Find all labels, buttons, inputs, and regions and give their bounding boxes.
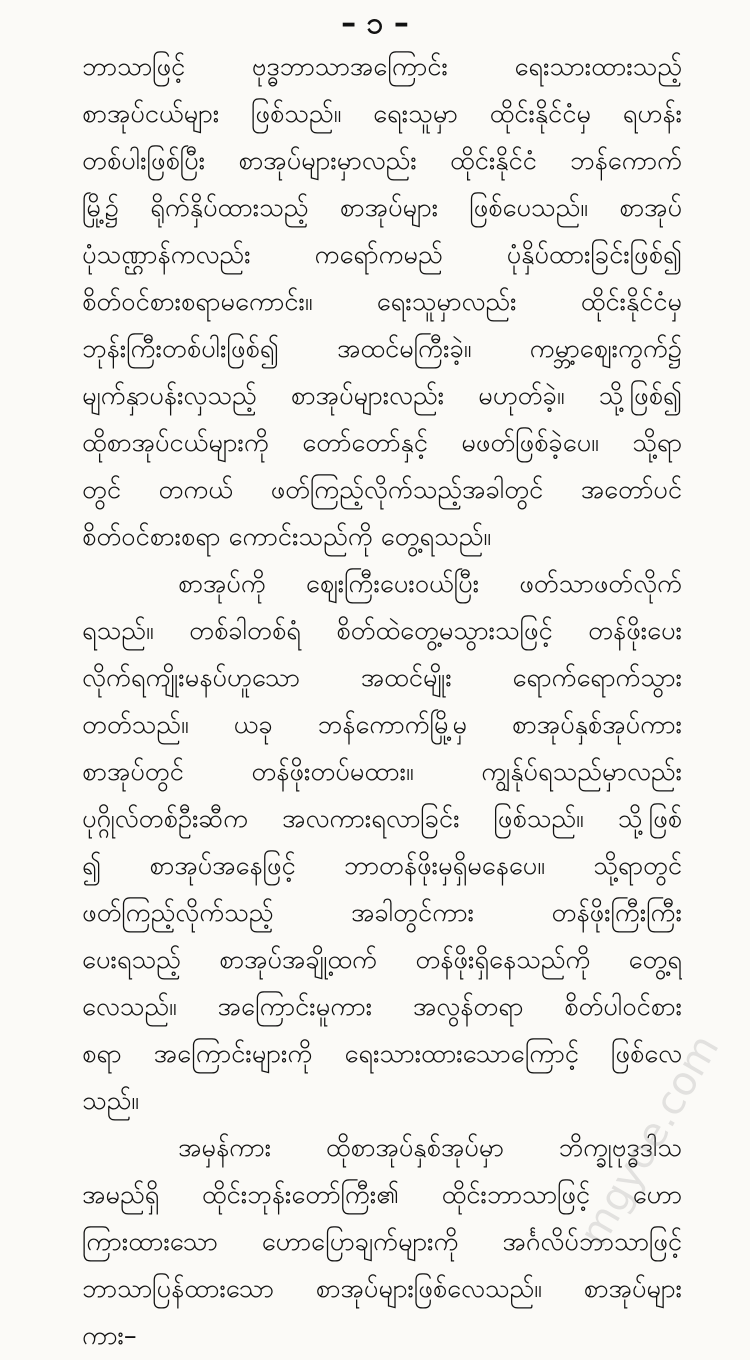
text-line: ထိုစာအုပ်ငယ်များကို တော်တော်နှင့် မဖတ်ဖြစ်ခဲ့ပေ။ သို့ရာ bbox=[82, 428, 682, 458]
text-line: စိတ်ဝင်စားစရာ ကောင်းသည်ကို တွေ့ရသည်။ bbox=[82, 522, 492, 552]
paragraph-1 bbox=[82, 44, 682, 561]
text-line: အမည်ရှိ ထိုင်းဘုန်းတော်ကြီး၏ ထိုင်းဘာသာဖြင့် ဟော bbox=[82, 1180, 682, 1210]
text-line: ၍ စာအုပ်အနေဖြင့် ဘာတန်ဖိုးမှရှိမနေပေ။ သို့ရာတွင် bbox=[82, 851, 682, 881]
text-line: သည်။ bbox=[82, 1086, 140, 1116]
page-number: – ၁ – bbox=[341, 6, 409, 41]
text-line: တွင် တကယ် ဖတ်ကြည့်လိုက်သည့်အခါတွင် အတော်ပင် bbox=[82, 475, 682, 505]
text-line: ရသည်။ တစ်ခါတစ်ရံ စိတ်ထဲတွေ့မသွားသဖြင့် တန်ဖိုးပေး bbox=[82, 616, 682, 646]
text-line: လိုက်ရကျိုးမနပ်ဟူသော အထင်မျိုး ရောက်ရောက်သွား bbox=[82, 663, 682, 693]
text-line: ကြားထားသော ဟောပြောချက်များကို အင်္ဂလိပ်ဘာသာဖြင့် bbox=[82, 1227, 682, 1257]
body-text bbox=[82, 44, 682, 1360]
text-line: ကား– bbox=[82, 1321, 137, 1351]
paragraph-2 bbox=[82, 561, 682, 1125]
text-line: အမှန်ကား ထိုစာအုပ်နှစ်အုပ်မှာ ဘိက္ခုဗုဒ္ဓဒါသ bbox=[178, 1133, 682, 1163]
text-line: ဘာသာဖြင့် ဗုဒ္ဓဘာသာအကြောင်း ရေးသားထားသည့် bbox=[82, 52, 682, 82]
text-line: မျက်နှာပန်းလှသည့် စာအုပ်များလည်း မဟုတ်ခဲ့။ သို့ဖြစ်၍ bbox=[82, 381, 682, 411]
text-line: စာအုပ်ကို ဈေးကြီးပေးဝယ်ပြီး ဖတ်သာဖတ်လိုက် bbox=[178, 569, 682, 599]
text-line: စိတ်ဝင်စားစရာမကောင်း။ ရေးသူမှာလည်း ထိုင်းနိုင်ငံမှ bbox=[82, 287, 682, 317]
text-line: ဖတ်ကြည့်လိုက်သည့် အခါတွင်ကား တန်ဖိုးကြီးကြီး bbox=[82, 898, 682, 928]
text-line: တစ်ပါးဖြစ်ပြီး စာအုပ်များမှာလည်း ထိုင်းနိုင်ငံ ဘန်ကောက် bbox=[82, 146, 682, 176]
text-line: ပုဂ္ဂိုလ်တစ်ဦးဆီက အလကားရလာခြင်း ဖြစ်သည်။ သို့ဖြစ် bbox=[82, 804, 682, 834]
text-line: စာအုပ်တွင် တန်ဖိုးတပ်မထား။ ကျွန်ုပ်ရသည်မှာလည်း bbox=[82, 757, 682, 787]
text-line: ဘာသာပြန်ထားသော စာအုပ်များဖြစ်လေသည်။ စာအုပ်များ bbox=[82, 1274, 682, 1304]
text-line: စာအုပ်ငယ်များ ဖြစ်သည်။ ရေးသူမှာ ထိုင်းနိုင်ငံမှ ရဟန်း bbox=[82, 99, 682, 129]
watermark: mgyoe.com bbox=[570, 1027, 728, 1254]
text-line: ပေးရသည့် စာအုပ်အချို့ထက် တန်ဖိုးရှိနေသည်ကို တွေ့ရ bbox=[82, 945, 682, 975]
text-line: တတ်သည်။ ယခု ဘန်ကောက်မြို့မှ စာအုပ်နှစ်အုပ်ကား bbox=[82, 710, 682, 740]
text-line: ဘုန်းကြီးတစ်ပါးဖြစ်၍ အထင်မကြီးခဲ့။ ကမ္ဘာ့ဈေးကွက်၌ bbox=[82, 334, 682, 364]
text-line: ပုံသဏ္ဌာန်ကလည်း ကရော်ကမည် ပုံနှိပ်ထားခြင်းဖြစ်၍ bbox=[82, 240, 682, 270]
text-line: မြို့၌ ရိုက်နှိပ်ထားသည့် စာအုပ်များ ဖြစ်ပေသည်။ စာအုပ် bbox=[82, 193, 682, 223]
text-line: စရာ အကြောင်းများကို ရေးသားထားသောကြောင့် ဖြစ်လေ bbox=[82, 1039, 682, 1069]
text-line: လေသည်။ အကြောင်းမူကား အလွန်တရာ စိတ်ပါဝင်စား bbox=[82, 992, 682, 1022]
